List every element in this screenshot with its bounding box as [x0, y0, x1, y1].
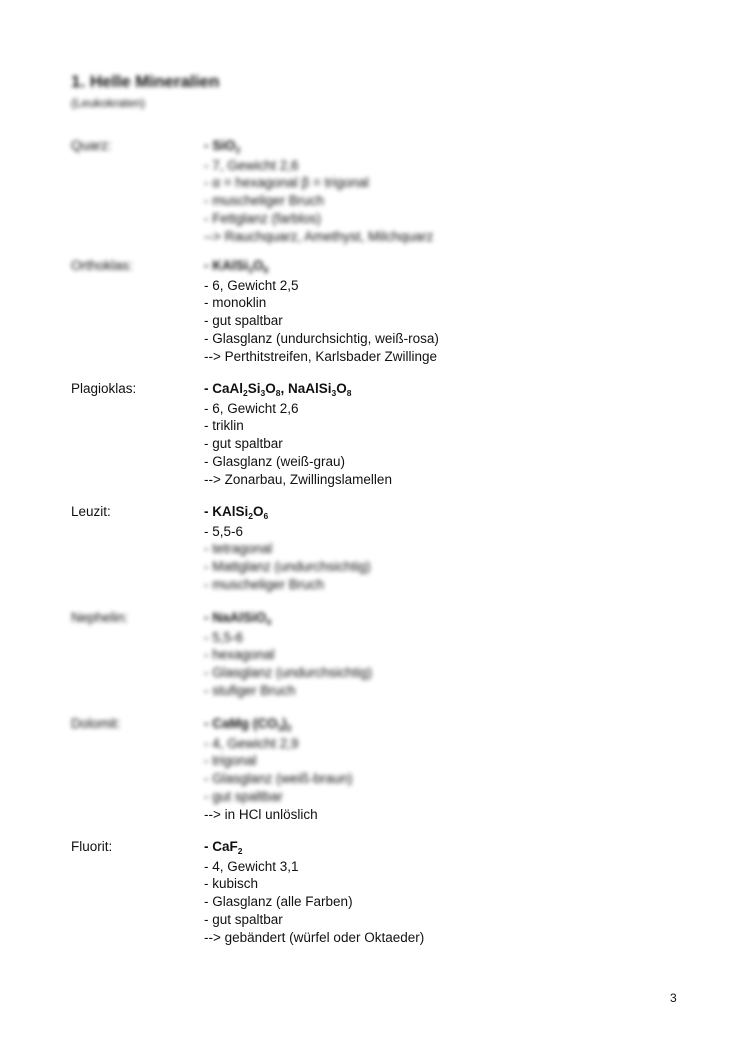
mineral-property: - Glasglanz (weiß-braun) [204, 771, 353, 787]
mineral-property: - gut spaltbar [204, 788, 283, 804]
mineral-property: --> Rauchquarz, Amethyst, Milchquarz [204, 228, 434, 244]
mineral-property: - tetragonal [204, 541, 273, 557]
mineral-property: - Fettglanz (farblos) [204, 210, 322, 226]
mineral-property: - Glasglanz (alle Farben) [204, 894, 353, 910]
mineral-property: - Mattglanz (undurchsichtig) [204, 559, 371, 575]
mineral-property: - Glasglanz (undurchsichtig) [204, 665, 373, 681]
mineral-property: - gut spaltbar [204, 436, 283, 452]
mineral-property: --> in HCl unlöslich [204, 806, 318, 822]
chemical-formula: - CaMg $(CO_3)_2$ [204, 716, 292, 733]
chemical-formula: - $KAlSi_3O_8$ [204, 258, 269, 275]
chemical-formula: - SiO$_2$ [204, 138, 241, 155]
chemical-formula: - $KAlSi_2O_6$ [204, 504, 269, 521]
section-title: 1. Helle Mineralien [71, 72, 220, 91]
page-number: 3 [670, 991, 677, 1005]
mineral-property: - gut spaltbar [204, 313, 283, 329]
mineral-name: Leuzit: [71, 504, 111, 519]
mineral-properties [204, 380, 392, 488]
mineral-property: - Glasglanz (undurchsichtig, weiß-rosa) [204, 330, 439, 346]
mineral-property: - kubisch [204, 876, 259, 892]
mineral-property: - muscheliger Bruch [204, 576, 325, 592]
mineral-property: - α = hexagonal β = trigonal [204, 175, 369, 191]
mineral-properties [204, 715, 353, 823]
mineral-properties [204, 503, 371, 594]
mineral-name: Nephelin: [71, 610, 129, 625]
mineral-property: - muscheliger Bruch [204, 193, 325, 209]
chemical-formula: - $CaAl_2Si_3O_8$, $NaAlSi_3O_8$ [204, 381, 352, 398]
chemical-formula: - CaF$_2$ [204, 839, 243, 856]
mineral-property: --> Zonarbau, Zwillingslamellen [204, 471, 392, 487]
mineral-properties [204, 609, 372, 700]
mineral-name: Fluorit: [71, 839, 113, 854]
mineral-property: - triklin [204, 418, 244, 434]
mineral-property: - 5,5-6 [204, 629, 244, 645]
mineral-properties [204, 838, 424, 946]
mineral-properties [204, 257, 439, 365]
mineral-property: --> Perthitstreifen, Karlsbader Zwillinge [204, 348, 437, 364]
mineral-property: - stufiger Bruch [204, 682, 296, 698]
mineral-property: - 4, Gewicht 2,9 [204, 735, 299, 751]
mineral-property: - trigonal [204, 753, 257, 769]
mineral-name: Dolomit: [71, 716, 121, 731]
mineral-property: - 5,5-6 [204, 523, 244, 539]
mineral-property: - 4, Gewicht 3,1 [204, 858, 299, 874]
mineral-property: - gut spaltbar [204, 911, 283, 927]
mineral-name: Plagioklas: [71, 381, 137, 396]
mineral-property: - 6, Gewicht 2,5 [204, 277, 299, 293]
mineral-property: - 6, Gewicht 2,6 [204, 400, 299, 416]
mineral-property: - 7, Gewicht 2,6 [204, 157, 299, 173]
mineral-name: Orthoklas: [71, 258, 133, 273]
section-subtitle: (Leukokraten) [71, 96, 146, 110]
mineral-property: --> gebändert (würfel oder Oktaeder) [204, 929, 425, 945]
mineral-property: - Glasglanz (weiß-grau) [204, 453, 346, 469]
mineral-properties [204, 137, 433, 245]
mineral-name: Quarz: [71, 138, 112, 153]
chemical-formula: - NaAlSiO$_4$ [204, 610, 271, 627]
mineral-property: - monoklin [204, 295, 267, 311]
mineral-property: - hexagonal [204, 647, 275, 663]
